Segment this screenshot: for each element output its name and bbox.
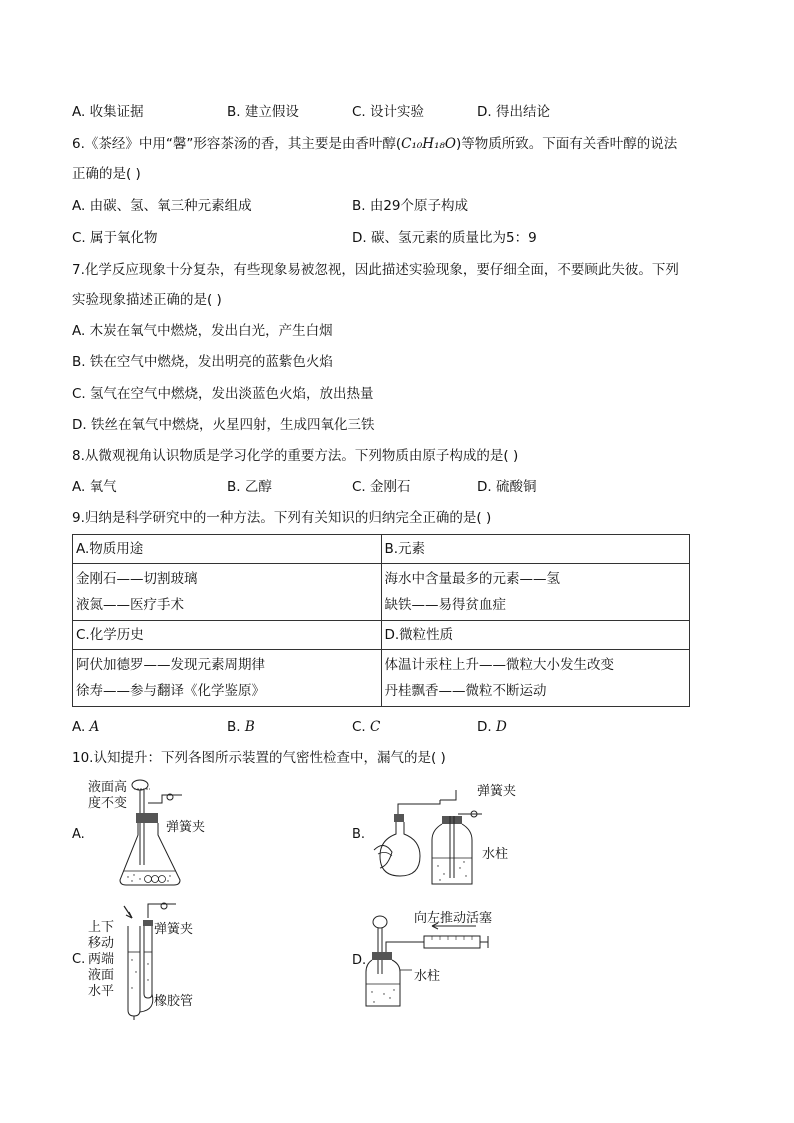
q9-knowledge-table (72, 534, 690, 707)
table-cell-c-head: C.化学历史 (73, 621, 382, 650)
table-cell-b-body (381, 564, 690, 621)
q9-option-b (227, 718, 255, 736)
table-item: 缺铁——易得贫血症 (384, 597, 506, 613)
fig-b-flask-bottle-diagram (370, 790, 485, 890)
q6-formula: C₁₀H₁₈O (401, 136, 456, 152)
fig-a-flask-diagram (112, 775, 192, 893)
table-cell-a-body (73, 564, 382, 621)
q5-option-a: A. 收集证据 (72, 104, 144, 120)
table-item: 阿伏加德罗——发现元素周期律 (76, 657, 265, 673)
q9-option-c-label: C. (352, 719, 371, 735)
q6-stem-line1 (72, 135, 677, 153)
table-cell-a-head: A.物质用途 (73, 535, 382, 564)
fig-a-label-2: 度不变 (88, 796, 128, 811)
fig-a-label-1: 液面高 (88, 780, 128, 795)
fig-b-water-label: 水柱 (482, 847, 509, 862)
q6-option-b: B. 由29个原子构成 (352, 198, 469, 214)
q9-option-c (352, 718, 380, 736)
fig-b-clip-label: 弹簧夹 (477, 784, 517, 799)
q6-stem-post: )等物质所致。下面有关香叶醇的说法 (455, 136, 678, 152)
q9-option-a-letter: A (89, 719, 100, 735)
q9-option-b-label: B. (227, 719, 245, 735)
fig-c-label-2: 移动 (88, 936, 115, 951)
q6-option-d: D. 碳、氢元素的质量比为5：9 (352, 230, 537, 246)
q7-option-d: D. 铁丝在氧气中燃烧，火星四射，生成四氧化三铁 (72, 417, 375, 433)
fig-d-syringe-bottle-diagram (364, 912, 492, 1012)
fig-c-u-tube-diagram (116, 900, 186, 1020)
q8-stem: 8.从微观视角认识物质是学习化学的重要方法。下列物质由原子构成的是( ) (72, 448, 519, 464)
q7-stem-line2: 实验现象描述正确的是( ) (72, 292, 222, 308)
table-item: 金刚石——切割玻璃 (76, 571, 198, 587)
q8-option-c: C. 金刚石 (352, 479, 411, 495)
fig-c-label-5: 水平 (88, 984, 115, 999)
fig-c-label-4: 液面 (88, 968, 115, 983)
fig-d-push-label: 向左推动活塞 (414, 911, 493, 926)
table-cell-d-body (381, 650, 690, 707)
fig-a-clip-label: 弹簧夹 (166, 820, 206, 835)
q7-option-b: B. 铁在空气中燃烧，发出明亮的蓝紫色火焰 (72, 354, 333, 370)
table-cell-c-body (73, 650, 382, 707)
q9-option-a (72, 718, 99, 736)
q9-stem: 9.归纳是科学研究中的一种方法。下列有关知识的归纳完全正确的是( ) (72, 510, 492, 526)
q5-option-d: D. 得出结论 (477, 104, 550, 120)
q9-option-d-label: D. (477, 719, 496, 735)
fig-c-tube-label: 橡胶管 (154, 994, 194, 1009)
fig-d-option: D. (352, 953, 367, 968)
table-item: 徐寿——参与翻译《化学鉴原》 (76, 683, 265, 699)
q9-option-b-letter: B (244, 719, 255, 735)
fig-c-option: C. (72, 952, 86, 967)
q5-option-c: C. 设计实验 (352, 104, 425, 120)
q8-option-b: B. 乙醇 (227, 479, 272, 495)
q8-option-d: D. 硫酸铜 (477, 479, 537, 495)
table-item: 丹桂飘香——微粒不断运动 (384, 683, 547, 699)
table-cell-d-head: D.微粒性质 (381, 621, 690, 650)
q9-option-d (477, 718, 507, 736)
table-item: 体温计汞柱上升——微粒大小发生改变 (384, 657, 614, 673)
q7-stem-line1: 7.化学反应现象十分复杂，有些现象易被忽视，因此描述实验现象，要仔细全面，不要顾此失彼。下列 (72, 262, 679, 278)
q6-stem-line2: 正确的是( ) (72, 166, 141, 182)
q9-option-c-letter: C (370, 719, 381, 735)
fig-d-water-label: 水柱 (414, 969, 441, 984)
q10-stem: 10.认知提升：下列各图所示装置的气密性检查中，漏气的是( ) (72, 750, 446, 766)
table-item: 海水中含量最多的元素——氢 (384, 571, 560, 587)
table-item: 液氮——医疗手术 (76, 597, 184, 613)
q6-stem-pre: 6.《茶经》中用“馨”形容茶汤的香，其主要是由香叶醇( (72, 136, 402, 152)
q5-option-b: B. 建立假设 (227, 104, 299, 120)
q7-option-c: C. 氢气在空气中燃烧，发出淡蓝色火焰，放出热量 (72, 386, 374, 402)
q8-option-a: A. 氧气 (72, 479, 117, 495)
q9-option-d-letter: D (495, 719, 507, 735)
fig-c-label-1: 上下 (88, 920, 115, 935)
q9-option-a-label: A. (72, 719, 90, 735)
fig-a-option: A. (72, 827, 85, 842)
fig-c-label-3: 两端 (88, 952, 115, 967)
q7-option-a: A. 木炭在氧气中燃烧，发出白光，产生白烟 (72, 323, 333, 339)
fig-c-clip-label: 弹簧夹 (154, 922, 194, 937)
fig-b-option: B. (352, 827, 366, 842)
q6-option-c: C. 属于氧化物 (72, 230, 158, 246)
q6-option-a: A. 由碳、氢、氧三种元素组成 (72, 198, 252, 214)
table-cell-b-head: B.元素 (381, 535, 690, 564)
